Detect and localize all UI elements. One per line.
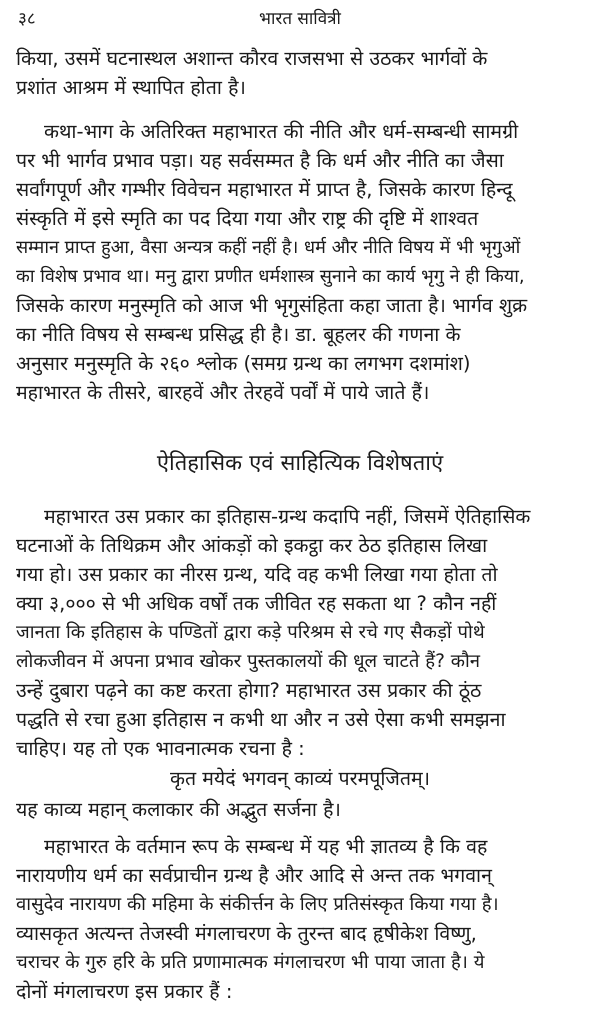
text-line: अनुसार मनुस्मृति के २६० श्लोक (समग्र ग्रन्थ का लगभग दशमांश) [16,352,471,375]
text-line: कथा-भाग के अतिरिक्त महाभारत की नीति और धर्म-सम्बन्धी सामग्री [44,120,519,143]
text-line: दोनों मंगलाचरण इस प्रकार हैं : [16,980,233,1003]
text-line: का नीति विषय से सम्बन्ध प्रसिद्ध ही है। डा. बूहलर की गणना के [16,323,461,346]
page-header [18,6,582,32]
text-line: पद्धति से रचा हुआ इतिहास न कभी था और न उसे ऐसा कभी समझना [16,708,506,731]
text-line: घटनाओं के तिथिक्रम और आंकड़ों को इकट्ठा कर ठेठ इतिहास लिखा [16,534,488,557]
text-line: महाभारत उस प्रकार का इतिहास-ग्रन्थ कदापि नहीं, जिसमें ऐतिहासिक [44,505,531,528]
text-line: क्या ३,००० से भी अधिक वर्षों तक जीवित रह सकता था ? कौन नहीं [16,592,497,615]
text-line: पर भी भार्गव प्रभाव पड़ा। यह सर्वसम्मत है कि धर्म और नीति का जैसा [16,149,504,172]
text-line: गया हो। उस प्रकार का नीरस ग्रन्थ, यदि वह कभी लिखा गया होता तो [16,563,498,586]
text-line: महाभारत के तीसरे, बारहवें और तेरहवें पर्वों में पाये जाते हैं। [16,381,430,404]
page-number: ३८ [18,9,36,29]
text-line: जिसके कारण मनुस्मृति को आज भी भृगुसंहिता कहा जाता है। भार्गव शुक्र [16,294,528,317]
text-line: लोकजीवन में अपना प्रभाव खोकर पुस्तकालयों की धूल चाटते हैं? कौन [16,651,481,672]
text-line: वासुदेव नारायण की महिमा के संकीर्त्तन के लिए प्रतिसंस्कृत किया गया है। [16,894,499,915]
running-title: भारत सावित्री [259,9,341,29]
text-line: का विशेष प्रभाव था। मनु द्वारा प्रणीत धर्मशास्त्र सुनाने का कार्य भृगु ने ही किया, [16,266,525,287]
text-line: सम्मान प्राप्त हुआ, वैसा अन्यत्र कहीं नहीं है। धर्म और नीति विषय में भी भृगुओं [16,237,521,258]
text-line: नारायणीय धर्म का सर्वप्राचीन ग्रन्थ है और आदि से अन्त तक भगवान् [16,864,492,887]
section-heading: ऐतिहासिक एवं साहित्यिक विशेषताएं [156,451,444,476]
text-line: व्यासकृत अत्यन्त तेजस्वी मंगलाचरण के तुरन्त बाद हृषीकेश विष्णु, [16,922,477,945]
text-line: प्रशांत आश्रम में स्थापित होता है। [16,76,246,99]
text-line: उन्हें दुबारा पढ़ने का कष्ट करता होगा? महाभारत उस प्रकार की ठूंठ [16,679,482,702]
text-line: चाहिए। यह तो एक भावनात्मक रचना है : [16,737,305,760]
verse-quote: कृत मयेदं भगवन् काव्यं परमपूजितम्। [169,767,431,790]
text-line: यह काव्य महान् कलाकार की अद्भुत सर्जना है। [16,798,341,821]
text-line: संस्कृति में इसे स्मृति का पद दिया गया और राष्ट्र की दृष्टि में शाश्वत [16,207,479,230]
text-line: किया, उसमें घटनास्थल अशान्त कौरव राजसभा से उठकर भार्गवों के [16,47,488,70]
text-line: चराचर के गुरु हरि के प्रति प्रणामात्मक मंगलाचरण भी पाया जाता है। ये [16,952,485,973]
text-line: जानता कि इतिहास के पण्डितों द्वारा कड़े परिश्रम से रचे गए सैकड़ों पोथे [16,622,485,643]
text-line: सर्वांगपूर्ण और गम्भीर विवेचन महाभारत में प्राप्त है, जिसके कारण हिन्दू [16,178,513,201]
text-line: महाभारत के वर्तमान रूप के सम्बन्ध में यह भी ज्ञातव्य है कि वह [44,835,488,858]
